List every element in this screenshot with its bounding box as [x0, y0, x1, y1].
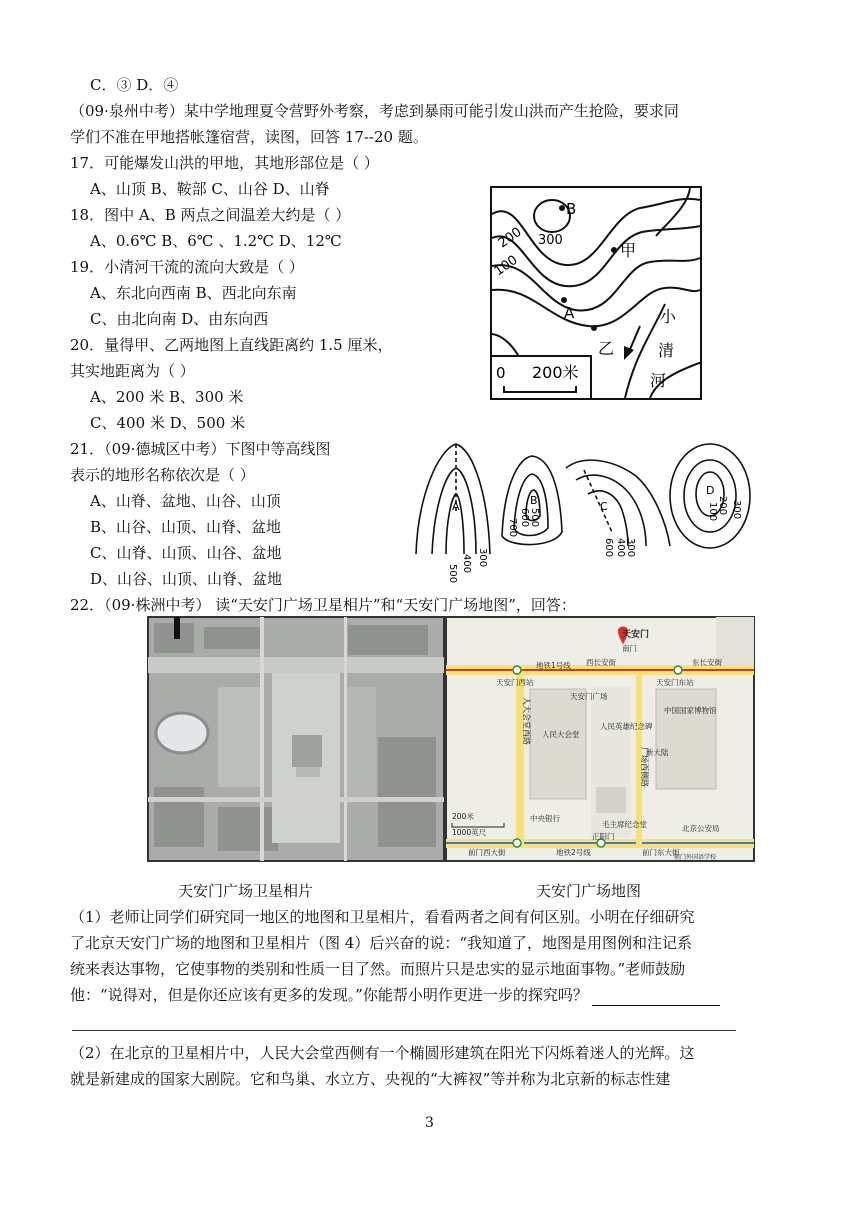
q22-part1-line1: （1）老师让同学们研究同一地区的地图和卫星相片，看看两者之间有何区别。小明在仔细研究	[70, 908, 695, 926]
q22-part2-line1: （2）在北京的卫星相片中，人民大会堂西侧有一个椭圆形建筑在阳光下闪烁着迷人的光辉。这	[70, 1044, 695, 1062]
q21-option-c: C、山脊、山顶、山谷、盆地	[90, 544, 282, 562]
shape-label-b: B	[530, 494, 538, 507]
caption-map: 天安门广场地图	[536, 882, 642, 900]
caption-satellite: 天安门广场卫星相片	[178, 882, 314, 900]
contour-value-300: 300	[538, 233, 563, 248]
q22-part2-line2: 就是新建成的国家大剧院。它和鸟巢、水立方、央视的“大裤衩”等并称为北京新的标志性建	[70, 1070, 671, 1088]
q21-option-d: D、山谷、山顶、山脊、盆地	[90, 570, 283, 588]
q18-options: A、0.6℃ B、6℃ 、1.2℃ D、12℃	[90, 232, 342, 250]
contour-value-100: 100	[491, 252, 521, 280]
q20-options-ab: A、200 米 B、300 米	[90, 388, 244, 406]
tiananmen-map	[446, 617, 754, 861]
map-east-station: 天安门东站	[656, 678, 694, 687]
map-xinda: 新大陆	[646, 748, 669, 757]
map-school: 前门外国语学校	[674, 854, 717, 861]
q20-options-cd: C、400 米 D、500 米	[90, 414, 246, 432]
q21-option-a: A、山脊、盆地、山谷、山顶	[90, 492, 281, 510]
shape-label-d: D	[706, 484, 715, 497]
scale-zero: 0	[496, 364, 506, 382]
map-scale-ft: 1000英尺	[452, 828, 487, 837]
map-tiananmen: 天安门	[622, 630, 650, 640]
s1-value-b: 400	[461, 554, 472, 574]
map-square: 天安门广场	[570, 692, 608, 701]
s2-value-b: 600	[519, 508, 530, 528]
q21-option-b: B、山谷、山顶、山脊、盆地	[90, 518, 282, 536]
map-museum: 中国国家博物馆	[664, 706, 717, 715]
s4-value-c: 300	[731, 500, 742, 520]
answer-line[interactable]	[72, 1030, 736, 1031]
contour-value-200: 200	[495, 224, 525, 252]
q19-options-ab: A、东北向西南 B、西北向东南	[90, 284, 297, 302]
river-label-xiao: 小	[660, 307, 677, 326]
map-hall-road: 人大会堂西路	[522, 697, 531, 745]
s3-value-c: 300	[625, 538, 636, 558]
s4-value-b: 200	[717, 496, 728, 516]
satellite-photo	[148, 617, 444, 861]
q22-part1-line3: 统来表达事物，它使事物的类别和性质一目了然。而照片只是忠实的显示地面事物。”老师鼓励	[70, 960, 686, 978]
s1-value-c: 300	[477, 548, 488, 568]
s3-value-a: 600	[603, 538, 614, 558]
question-22: 22．（09·株洲中考） 读“天安门广场卫星相片”和“天安门广场地图”，回答：	[70, 596, 576, 614]
s2-value-a: 700	[507, 518, 518, 538]
map-qianmen-east: 前门东大街	[642, 848, 680, 857]
map-monument: 人民英雄纪念碑	[600, 722, 653, 731]
map-nanmen: 南门	[622, 644, 637, 653]
map-line1: 地铁1号线	[536, 661, 571, 670]
s4-value-a: 100	[707, 502, 718, 522]
map-mausoleum: 毛主席纪念堂	[602, 820, 647, 829]
text-line-1: C．③ D．④	[90, 76, 179, 94]
q22-part1-line4	[70, 984, 720, 1006]
map-line2: 地铁2号线	[556, 848, 591, 857]
map-police: 北京公安局	[682, 824, 720, 833]
map-dongchang: 东长安街	[692, 658, 722, 667]
page-number: 3	[425, 1115, 434, 1131]
q22-part1-line4-text: 他：“说得对，但是你还应该有更多的发现。”你能帮小明作更进一步的探究吗？	[70, 986, 588, 1004]
shape-label-c: C	[600, 500, 608, 513]
map-congress: 人民大会堂	[542, 730, 580, 739]
contour-map-figure	[490, 186, 702, 400]
q17-options: A、山顶 B、鞍部 C、山谷 D、山脊	[90, 180, 330, 198]
question-21-cont: 表示的地形名称依次是（ ）	[70, 466, 255, 484]
map-qianmen-west: 前门西大街	[468, 848, 506, 857]
answer-blank[interactable]	[592, 991, 720, 1006]
map-zhengyangmen: 正阳门	[592, 832, 615, 841]
s1-value-a: 500	[447, 564, 458, 584]
contour-shapes-figure	[414, 436, 754, 584]
map-central-bank: 中央银行	[530, 814, 560, 823]
q19-options-cd: C、由北向南 D、由东向西	[90, 310, 269, 328]
shape-label-a: A	[452, 500, 460, 513]
point-jia-label: 甲	[620, 241, 637, 260]
point-a-label: A	[564, 304, 575, 322]
question-20: 20．量得甲、乙两地图上直线距离约 1.5 厘米，	[70, 336, 393, 354]
point-b-label: B	[566, 200, 577, 218]
question-21: 21．（09·德城区中考）下图中等高线图	[70, 440, 331, 458]
map-west-station: 天安门西站	[496, 678, 534, 687]
scale-distance: 200米	[532, 363, 579, 382]
river-label-he: 河	[650, 371, 667, 390]
question-19: 19．小清河干流的流向大致是（ ）	[70, 258, 304, 276]
s3-value-b: 400	[615, 538, 626, 558]
question-17: 17．可能爆发山洪的甲地，其地形部位是（ ）	[70, 154, 379, 172]
river-label-qing: 清	[658, 341, 675, 360]
map-scale-m: 200米	[452, 812, 474, 821]
point-yi-label: 乙	[598, 339, 615, 358]
map-xichang: 西长安街	[586, 658, 616, 667]
map-guangchang-road: 广场西侧路	[640, 747, 649, 787]
text-line-2: （09·泉州中考）某中学地理夏令营野外考察，考虑到暴雨可能引发山洪而产生抢险，要求同	[70, 102, 679, 120]
s2-value-c: 500	[529, 508, 540, 528]
question-20-cont: 其实地距离为（ ）	[70, 362, 195, 380]
question-18: 18．图中 A、B 两点之间温差大约是（ ）	[70, 206, 351, 224]
q22-part1-line2: 了北京天安门广场的地图和卫星相片（图 4）后兴奋的说：“我知道了，地图是用图例和注记系	[70, 934, 692, 952]
text-line-3: 学们不准在甲地搭帐篷宿营，读图，回答 17--20 题。	[70, 128, 428, 146]
